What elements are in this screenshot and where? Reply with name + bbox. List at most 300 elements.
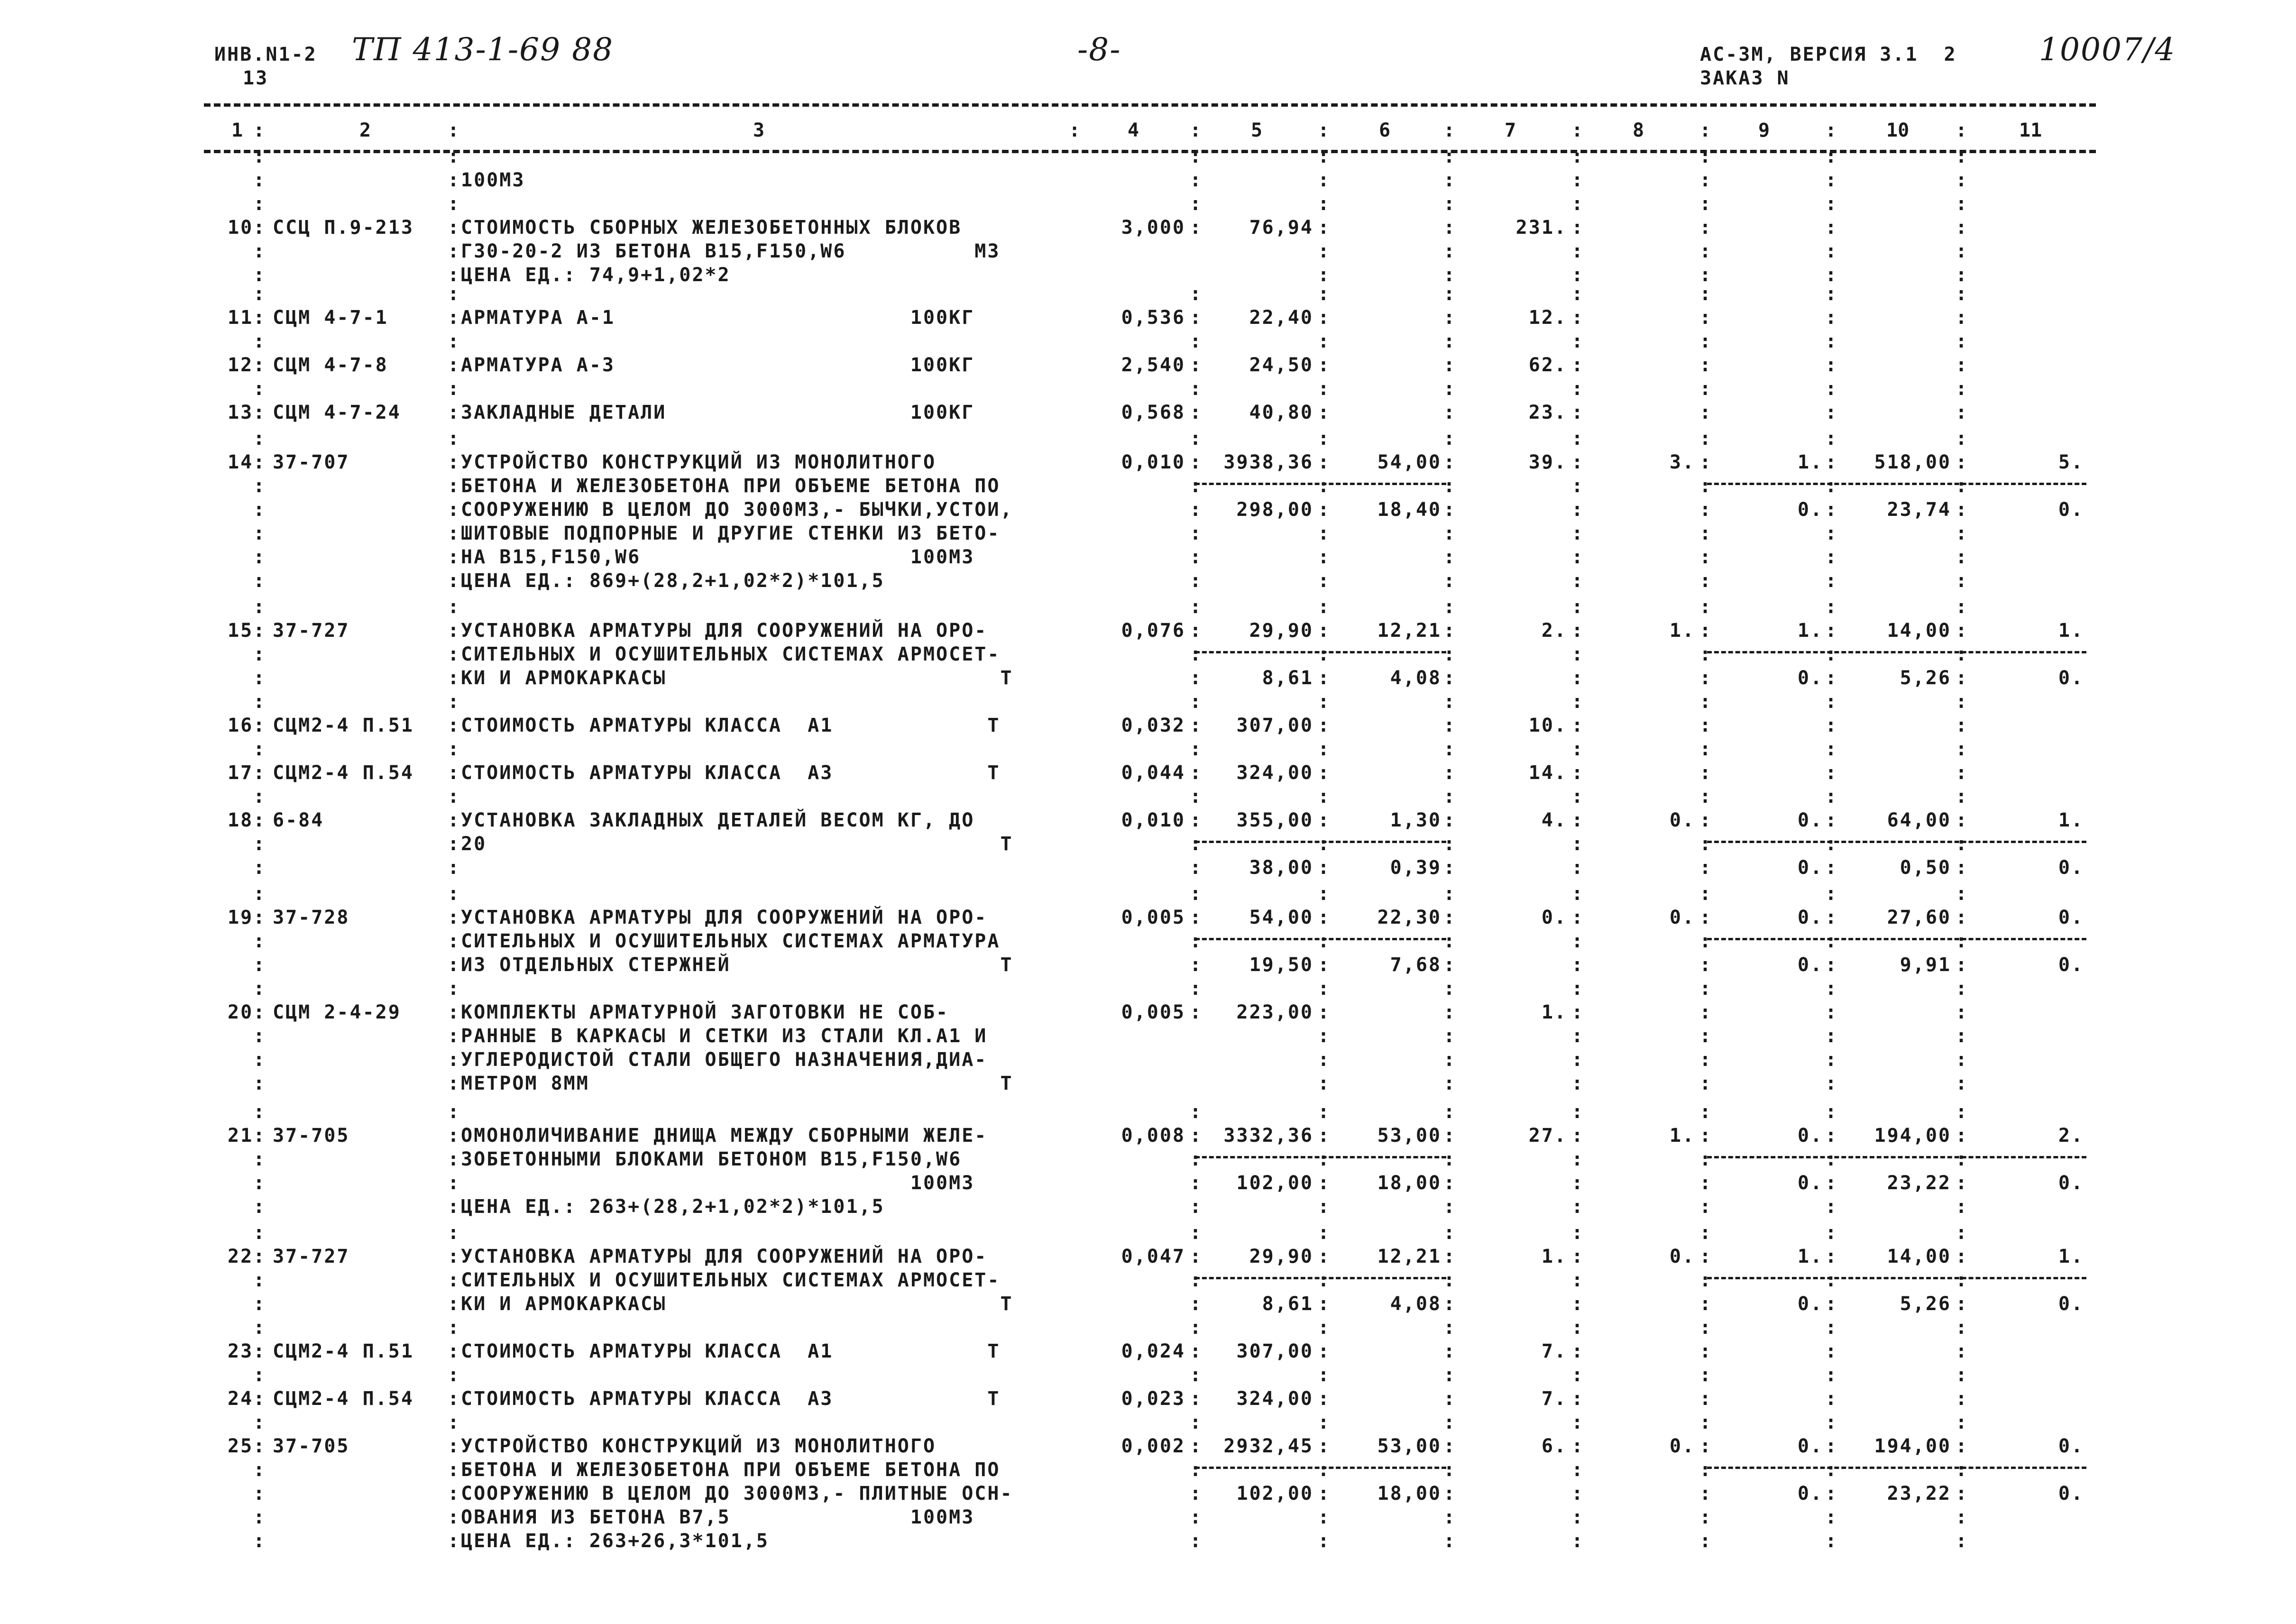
column-separator: : [1571,1196,1583,1218]
cell-qty: 0,010 [1121,809,1185,831]
column-separator: : [1956,1101,1967,1123]
column-separator: : [253,1388,265,1410]
page-number: -8- [1077,31,1121,68]
work-description-line: АРМАТУРА А-3 100КГ [461,354,975,376]
column-separator: : [448,1483,459,1505]
column-separator: : [1571,596,1583,618]
column-separator: : [253,1506,265,1528]
cell-c6: 22,30 [1377,907,1442,928]
column-separator: : [1956,1269,1967,1291]
column-separator: : [1825,193,1837,215]
column-header-separator: : [448,119,459,141]
row-number: 21 [228,1125,254,1147]
column-header-separator: : [1318,119,1330,141]
column-separator: : [1318,857,1330,879]
column-separator: : [1190,1269,1202,1291]
work-description-line: БЕТОНА И ЖЕЛЕЗОБЕТОНА ПРИ ОБЪЕМЕ БЕТОНА ПО [461,1459,1001,1481]
column-separator: : [1699,1269,1711,1291]
cell-c5: 24,50 [1249,354,1313,376]
row-code: 37-707 [273,451,350,473]
column-separator: : [1825,1506,1837,1528]
column-separator: : [253,978,265,1000]
row-code: СЦМ 2-4-29 [273,1001,401,1023]
column-separator: : [1190,1388,1202,1410]
row-code: 37-727 [273,1246,350,1267]
column-separator: : [448,402,459,423]
column-separator: : [1190,620,1202,642]
column-separator: : [448,907,459,928]
column-separator: : [1571,1148,1583,1170]
column-separator: : [1443,833,1455,855]
column-separator: : [253,1364,265,1386]
cell-c9: 0. [1797,1435,1823,1457]
cell-c5: 8,61 [1262,1293,1313,1315]
work-description-line: Г30-20-2 ИЗ БЕТОНА В15,F150,W6 М3 [461,240,1001,262]
column-separator: : [1571,1388,1583,1410]
column-separator: : [1956,283,1967,305]
column-separator: : [1318,402,1330,423]
column-separator: : [1825,354,1837,376]
column-separator: : [253,1148,265,1170]
cell-c9: 0. [1797,954,1823,976]
column-separator: : [448,1506,459,1528]
column-separator: : [1190,523,1202,544]
column-separator: : [1190,283,1202,305]
column-separator: : [1699,1483,1711,1505]
column-separator: : [1699,499,1711,521]
column-separator: : [448,217,459,239]
column-separator: : [448,1530,459,1552]
column-separator: : [1443,193,1455,215]
work-description-line: КОМПЛЕКТЫ АРМАТУРНОЙ ЗАГОТОВКИ НЕ СОБ- [461,1001,949,1023]
work-description-line: СИТЕЛЬНЫХ И ОСУШИТЕЛЬНЫХ СИСТЕМАХ АРМОСЕТ- [461,1269,1001,1291]
column-separator: : [1699,691,1711,713]
column-separator: : [1190,146,1202,167]
column-separator: : [448,786,459,807]
column-separator: : [1318,833,1330,855]
column-separator: : [1699,1340,1711,1362]
column-separator: : [448,523,459,544]
column-separator: : [1443,546,1455,568]
column-separator: : [1825,762,1837,784]
cell-c11: 1. [2058,809,2084,831]
column-header-1: 1 [231,119,243,141]
column-separator: : [1190,883,1202,905]
column-separator: : [1825,240,1837,262]
cell-c8: 1. [1669,620,1695,642]
row-number: 18 [228,809,254,831]
column-separator: : [1190,1435,1202,1457]
column-separator: : [1956,402,1967,423]
column-separator: : [253,833,265,855]
column-separator: : [1318,428,1330,450]
column-separator: : [448,1459,459,1481]
column-separator: : [1318,1196,1330,1218]
work-description-line: СООРУЖЕНИЮ В ЦЕЛОМ ДО 3000М3,- БЫЧКИ,УСТОИ, [461,499,1013,521]
column-separator: : [1571,146,1583,167]
column-separator: : [1571,1459,1583,1481]
column-separator: : [1318,523,1330,544]
column-separator: : [1571,691,1583,713]
cell-c5: 298,00 [1236,499,1313,521]
column-separator: : [1571,451,1583,473]
column-separator: : [253,883,265,905]
column-separator: : [253,283,265,305]
column-separator: : [1825,1172,1837,1194]
cell-c10: 518,00 [1874,451,1951,473]
column-separator: : [1571,570,1583,592]
row-code: ССЦ П.9-213 [273,217,414,239]
column-separator: : [1443,1506,1455,1528]
column-separator: : [253,1101,265,1123]
column-separator: : [1825,1340,1837,1362]
column-separator: : [1318,1364,1330,1386]
column-separator: : [1318,643,1330,665]
column-separator: : [253,169,265,191]
column-separator: : [1571,1125,1583,1147]
work-description-line: СТОИМОСТЬ АРМАТУРЫ КЛАССА А1 Т [461,715,1001,736]
column-separator: : [1318,786,1330,807]
column-separator: : [1190,1222,1202,1244]
cell-c9: 0. [1797,667,1823,689]
cell-c9: 0. [1797,857,1823,879]
column-separator: : [1318,264,1330,286]
column-separator: : [448,1317,459,1339]
column-separator: : [1190,217,1202,239]
column-separator: : [1318,1340,1330,1362]
column-header-separator: : [1190,119,1202,141]
column-separator: : [1571,354,1583,376]
column-separator: : [1443,715,1455,736]
row-number: 24 [228,1388,254,1410]
column-separator: : [1571,978,1583,1000]
column-separator: : [1443,907,1455,928]
column-separator: : [1699,1148,1711,1170]
column-separator: : [1571,330,1583,352]
cell-c7: 23. [1528,402,1567,423]
cell-c8: 0. [1669,1246,1695,1267]
column-separator: : [253,907,265,928]
column-header-separator: : [253,119,265,141]
column-separator: : [253,146,265,167]
column-separator: : [1956,809,1967,831]
column-separator: : [1318,169,1330,191]
column-separator: : [1190,1101,1202,1123]
work-description-line: НА В15,F150,W6 100М3 [461,546,975,568]
column-separator: : [1956,1530,1967,1552]
cell-qty: 3,000 [1121,217,1185,239]
cell-c10: 14,00 [1887,1246,1951,1267]
column-separator: : [253,475,265,497]
column-separator: : [1825,1269,1837,1291]
column-header-9: 9 [1758,119,1770,141]
column-separator: : [1443,762,1455,784]
column-separator: : [1571,546,1583,568]
column-separator: : [1318,1435,1330,1457]
column-separator: : [253,620,265,642]
column-separator: : [1318,1172,1330,1194]
column-separator: : [1190,954,1202,976]
work-description-line: ШИТОВЫЕ ПОДПОРНЫЕ И ДРУГИЕ СТЕНКИ ИЗ БЕТО- [461,523,1001,544]
column-separator: : [253,570,265,592]
column-separator: : [1699,738,1711,760]
column-separator: : [253,264,265,286]
column-separator: : [1318,330,1330,352]
column-separator: : [1956,546,1967,568]
column-separator: : [1825,307,1837,329]
column-separator: : [1956,240,1967,262]
column-separator: : [1699,1317,1711,1339]
column-separator: : [448,1388,459,1410]
cell-c5: 223,00 [1236,1001,1313,1023]
column-separator: : [1825,1001,1837,1023]
column-separator: : [1571,762,1583,784]
column-separator: : [1571,620,1583,642]
cell-c5: 355,00 [1236,809,1313,831]
column-separator: : [1825,451,1837,473]
cell-c9: 1. [1797,451,1823,473]
column-separator: : [1190,1196,1202,1218]
column-separator: : [1825,1049,1837,1071]
cell-c11: 0. [2058,667,2084,689]
cell-qty: 0,032 [1121,715,1185,736]
sub-row-divider [1195,483,1446,485]
column-separator: : [1190,1172,1202,1194]
column-separator: : [1318,1073,1330,1094]
cell-c11: 0. [2058,1172,2084,1194]
column-separator: : [1443,1073,1455,1094]
column-separator: : [1443,451,1455,473]
column-separator: : [1825,643,1837,665]
column-header-separator: : [1571,119,1583,141]
column-separator: : [448,1293,459,1315]
column-separator: : [1318,907,1330,928]
column-header-11: 11 [2019,119,2042,141]
column-separator: : [448,1025,459,1047]
column-separator: : [1443,475,1455,497]
column-header-separator: : [1956,119,1967,141]
column-separator: : [1190,857,1202,879]
work-description-line: МЕТРОМ 8ММ Т [461,1073,1013,1094]
cell-c11: 1. [2058,1246,2084,1267]
column-separator: : [1825,169,1837,191]
sub-row-divider [1195,841,1446,843]
cell-c5: 307,00 [1236,1340,1313,1362]
column-separator: : [1956,1073,1967,1094]
column-separator: : [1571,217,1583,239]
unit-price-formula: ЦЕНА ЕД.: 74,9+1,02*2 [461,264,731,286]
work-description-line: УСТАНОВКА АРМАТУРЫ ДЛЯ СООРУЖЕНИЙ НА ОРО- [461,907,988,928]
column-separator: : [1443,667,1455,689]
column-separator: : [1956,1340,1967,1362]
cell-c5: 2932,45 [1223,1435,1313,1457]
cell-c10: 14,00 [1887,620,1951,642]
cell-c10: 194,00 [1874,1435,1951,1457]
column-separator: : [253,1196,265,1218]
column-separator: : [448,354,459,376]
column-header-8: 8 [1633,119,1644,141]
column-separator: : [1825,809,1837,831]
column-header-10: 10 [1886,119,1910,141]
cell-c10: 23,22 [1887,1483,1951,1505]
cell-qty: 0,005 [1121,907,1185,928]
column-separator: : [1825,715,1837,736]
column-header-2: 2 [359,119,371,141]
column-separator: : [1956,523,1967,544]
column-separator: : [1443,786,1455,807]
column-separator: : [1190,1317,1202,1339]
sub-row-divider [1707,483,2086,485]
column-separator: : [1699,1001,1711,1023]
column-separator: : [253,1293,265,1315]
work-description-line: УСТАНОВКА ЗАКЛАДНЫХ ДЕТАЛЕЙ ВЕСОМ КГ, ДО [461,809,975,831]
column-separator: : [253,738,265,760]
column-separator: : [1443,954,1455,976]
row-code: 37-728 [273,907,350,928]
column-separator: : [1825,954,1837,976]
column-separator: : [1318,1049,1330,1071]
cell-c5: 29,90 [1249,620,1313,642]
column-separator: : [1443,264,1455,286]
column-separator: : [1318,738,1330,760]
column-separator: : [1956,762,1967,784]
column-separator: : [1699,1293,1711,1315]
column-separator: : [253,809,265,831]
cell-c5: 29,90 [1249,1246,1313,1267]
column-separator: : [1956,1125,1967,1147]
work-description-line: 100М3 [461,169,525,191]
sub-row-divider [1707,1467,2086,1469]
column-separator: : [1318,570,1330,592]
cell-c6: 4,08 [1390,667,1442,689]
sub-row-divider [1707,841,2086,843]
column-separator: : [448,146,459,167]
column-separator: : [1699,451,1711,473]
column-separator: : [1318,546,1330,568]
column-separator: : [253,240,265,262]
cell-c11: 0. [2058,954,2084,976]
column-separator: : [1699,570,1711,592]
cell-c11: 2. [2058,1125,2084,1147]
column-separator: : [253,523,265,544]
column-separator: : [253,1483,265,1505]
column-separator: : [253,499,265,521]
cell-c7: 10. [1528,715,1567,736]
column-separator: : [1699,1388,1711,1410]
column-separator: : [1318,596,1330,618]
column-separator: : [1318,451,1330,473]
column-separator: : [1571,1246,1583,1267]
column-separator: : [1699,307,1711,329]
column-separator: : [1571,1025,1583,1047]
column-separator: : [253,1459,265,1481]
column-separator: : [1825,1412,1837,1433]
cell-c7: 0. [1541,907,1567,928]
cell-c9: 0. [1797,907,1823,928]
column-separator: : [1699,1196,1711,1218]
column-separator: : [1956,833,1967,855]
cell-c6: 12,21 [1377,620,1442,642]
column-separator: : [448,475,459,497]
column-separator: : [1699,715,1711,736]
column-separator: : [253,428,265,450]
column-separator: : [1956,1001,1967,1023]
column-separator: : [1190,809,1202,831]
cell-c5: 102,00 [1236,1172,1313,1194]
column-separator: : [253,667,265,689]
cell-c9: 1. [1797,1246,1823,1267]
cell-c6: 12,21 [1377,1246,1442,1267]
column-separator: : [1571,283,1583,305]
column-separator: : [1699,596,1711,618]
column-separator: : [448,570,459,592]
column-separator: : [1825,1317,1837,1339]
column-separator: : [1825,930,1837,952]
cell-c6: 0,39 [1390,857,1442,879]
column-separator: : [1443,1293,1455,1315]
cell-qty: 0,008 [1121,1125,1185,1147]
cell-c10: 64,00 [1887,809,1951,831]
column-separator: : [1443,1025,1455,1047]
column-separator: : [1956,715,1967,736]
column-separator: : [448,978,459,1000]
column-separator: : [1699,1222,1711,1244]
cell-c7: 12. [1528,307,1567,329]
column-separator: : [1571,240,1583,262]
column-separator: : [1956,307,1967,329]
column-separator: : [1571,715,1583,736]
column-separator: : [1956,1222,1967,1244]
column-separator: : [1699,978,1711,1000]
column-separator: : [1699,762,1711,784]
column-separator: : [253,193,265,215]
work-description-line: 100М3 [461,1172,975,1194]
column-separator: : [253,1530,265,1552]
column-separator: : [1956,428,1967,450]
row-code: СЦМ 4-7-8 [273,354,388,376]
column-separator: : [253,1049,265,1071]
column-separator: : [1571,907,1583,928]
column-separator: : [1443,857,1455,879]
column-separator: : [1571,883,1583,905]
column-separator: : [1190,1412,1202,1433]
column-separator: : [1443,1364,1455,1386]
column-separator: : [253,643,265,665]
column-separator: : [253,402,265,423]
column-separator: : [253,217,265,239]
column-separator: : [1699,1530,1711,1552]
column-separator: : [1571,1530,1583,1552]
column-separator: : [448,930,459,952]
column-separator: : [1699,546,1711,568]
column-separator: : [1699,1412,1711,1433]
column-separator: : [1443,523,1455,544]
cell-c8: 3. [1669,451,1695,473]
column-separator: : [1443,240,1455,262]
column-separator: : [1443,1435,1455,1457]
column-separator: : [253,451,265,473]
column-separator: : [1825,1364,1837,1386]
column-separator: : [1318,1530,1330,1552]
column-separator: : [1571,930,1583,952]
column-separator: : [1825,402,1837,423]
column-separator: : [1825,283,1837,305]
column-separator: : [1571,1435,1583,1457]
cell-qty: 0,536 [1121,307,1185,329]
row-code: СЦМ2-4 П.54 [273,762,414,784]
column-separator: : [1825,330,1837,352]
cell-c11: 0. [2058,499,2084,521]
